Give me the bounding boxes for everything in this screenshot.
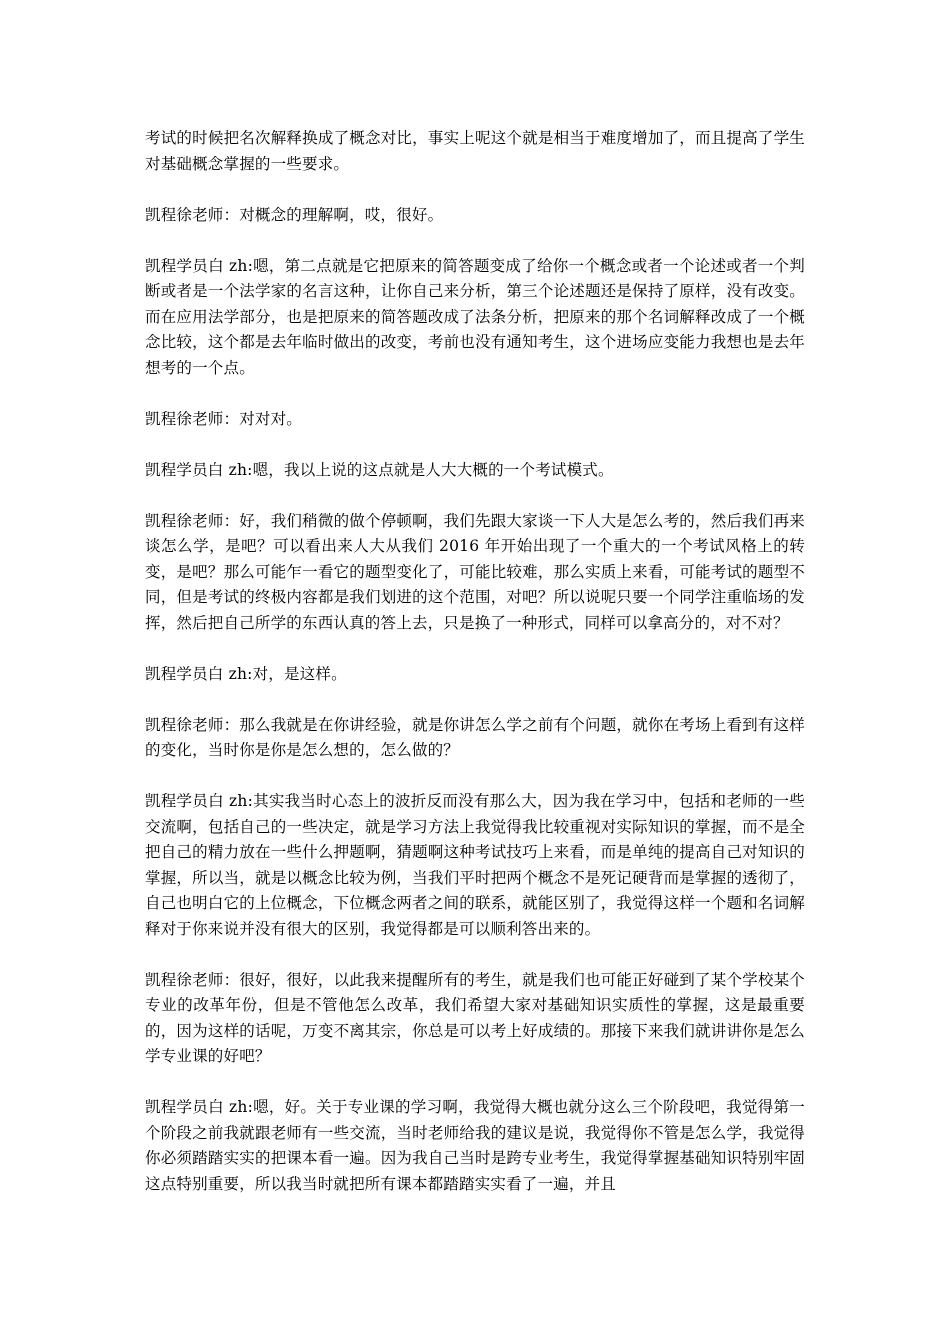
paragraph-11: 凯程学员白 zh:嗯，好。关于专业课的学习啊，我觉得大概也就分这么三个阶段吧，我觉得第一个阶段之前我就跟老师有一些交流，当时老师给我的建议是说，我觉得你不管是怎么学，我觉得你必须踏踏实实的把课本看一遍。因为我自己当时是跨专业考生，我觉得掌握基础知识特别牢固这点特别重要，所以我当时就把所有课本都踏踏实实看了一遍，并且 xyxy=(145,1098,805,1193)
paragraph-9: 凯程学员白 zh:其实我当时心态上的波折反而没有那么大，因为我在学习中，包括和老师的一些交流啊，包括自己的一些决定，就是学习方法上我觉得我比较重视对实际知识的掌握，而不是全把自己的精力放在一些什么押题啊，猜题啊这种考试技巧上来看，而是单纯的提高自己对知识的掌握，所以当，就是以概念比较为例，当我们平时把两个概念不是死记硬背而是掌握的透彻了，自己也明白它的上位概念，下位概念两者之间的联系，就能区别了，我觉得这样一个题和名词解释对于你来说并没有很大的区别，我觉得都是可以顺利答出来的。 xyxy=(145,792,805,938)
paragraph-4: 凯程徐老师：对对对。 xyxy=(145,409,303,428)
paragraph-5: 凯程学员白 zh:嗯，我以上说的这点就是人大大概的一个考试模式。 xyxy=(145,460,614,479)
paragraph-2: 凯程徐老师：对概念的理解啊，哎，很好。 xyxy=(145,205,444,224)
document-page xyxy=(145,126,805,1223)
paragraph-8: 凯程徐老师：那么我就是在你讲经验，就是你讲怎么学之前有个问题，就你在考场上看到有这样的变化，当时你是你是怎么想的，怎么做的？ xyxy=(145,715,805,759)
paragraph-7: 凯程学员白 zh:对，是这样。 xyxy=(145,664,347,683)
paragraph-3: 凯程学员白 zh:嗯，第二点就是它把原来的简答题变成了给你一个概念或者一个论述或者一个判断或者是一个法学家的名言这种，让你自己来分析，第三个论述题还是保持了原样，没有改变。而在应用法学部分，也是把原来的简答题改成了法条分析，把原来的那个名词解释改成了一个概念比较，这个都是去年临时做出的改变，考前也没有通知考生，这个进场应变能力我想也是去年想考的一个点。 xyxy=(145,256,805,377)
paragraph-1: 考试的时候把名次解释换成了概念对比，事实上呢这个就是相当于难度增加了，而且提高了学生对基础概念掌握的一些要求。 xyxy=(145,129,805,173)
paragraph-6: 凯程徐老师：好，我们稍微的做个停顿啊，我们先跟大家谈一下人大是怎么考的，然后我们再来谈怎么学，是吧？可以看出来人大从我们 2016 年开始出现了一个重大的一个考试风格上的转变，是吧？那么可能乍一看它的题型变化了，可能比较难，那么实质上来看，可能考试的题型不同，但是考试的终极内容都是我们划进的这个范围，对吧？所以说呢只要一个同学注重临场的发挥，然后把自己所学的东西认真的答上去，只是换了一种形式，同样可以拿高分的，对不对？ xyxy=(145,511,805,632)
paragraph-10: 凯程徐老师：很好，很好，以此我来提醒所有的考生，就是我们也可能正好碰到了某个学校某个专业的改革年份，但是不管他怎么改革，我们希望大家对基础知识实质性的掌握，这是最重要的，因为这样的话呢，万变不离其宗，你总是可以考上好成绩的。那接下来我们就讲讲你是怎么学专业课的好吧？ xyxy=(145,970,805,1065)
